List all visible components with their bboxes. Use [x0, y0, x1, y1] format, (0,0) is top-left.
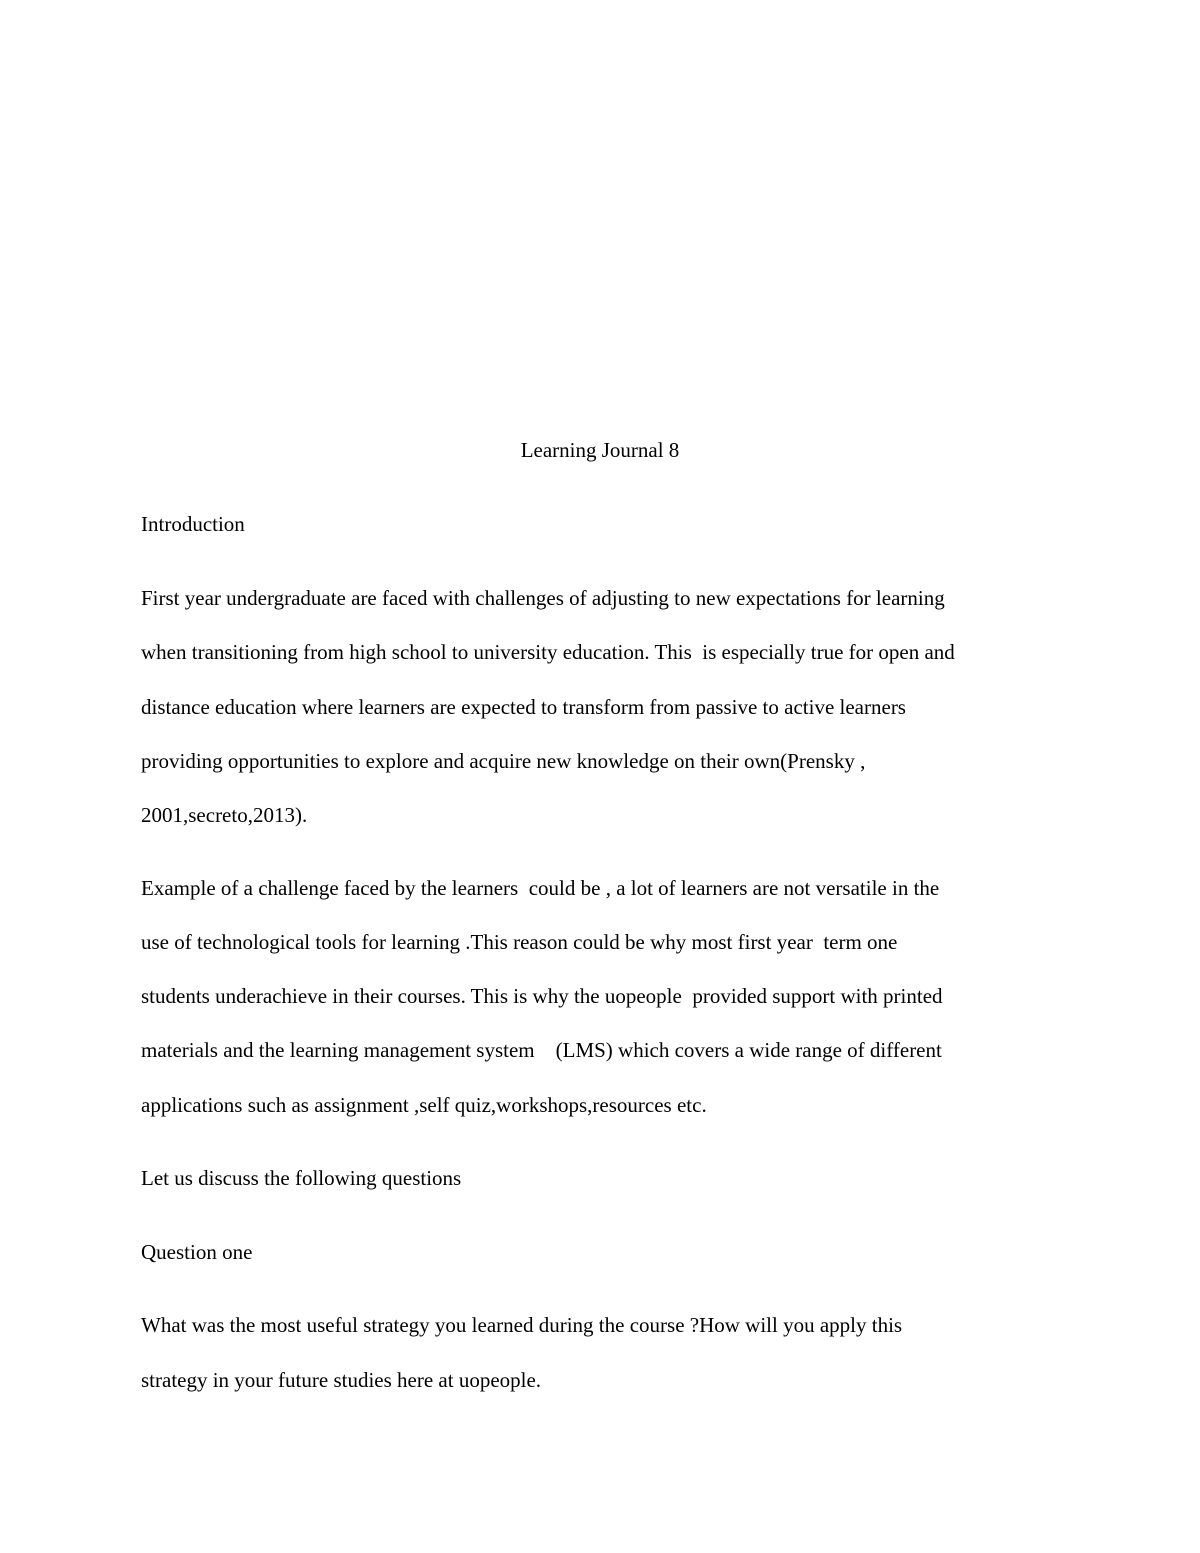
paragraph-line: strategy in your future studies here at uopeople.: [141, 1368, 542, 1392]
discussion-intro: Let us discuss the following questions: [141, 1166, 462, 1190]
question-heading: Question one: [141, 1240, 253, 1264]
paragraph-line: applications such as assignment ,self quiz,workshops,resources etc.: [141, 1093, 707, 1117]
paragraph-line: use of technological tools for learning .This reason could be why most first year term one: [141, 930, 898, 954]
paragraph-line: Example of a challenge faced by the learners could be , a lot of learners are not versatile in the: [141, 876, 940, 900]
paragraph-line: What was the most useful strategy you learned during the course ?How will you apply this: [141, 1313, 903, 1337]
paragraph-line: when transitioning from high school to university education. This is especially true for open and: [141, 640, 955, 664]
paragraph-line: First year undergraduate are faced with challenges of adjusting to new expectations for learning: [141, 586, 945, 610]
introduction-heading: Introduction: [141, 512, 245, 536]
paragraph-line: providing opportunities to explore and acquire new knowledge on their own(Prensky ,: [141, 749, 866, 773]
paragraph-line: distance education where learners are expected to transform from passive to active learners: [141, 695, 906, 719]
paragraph-line: students underachieve in their courses. This is why the uopeople provided support with printed: [141, 984, 943, 1008]
document-title: Learning Journal 8: [520, 438, 680, 462]
paragraph-line: materials and the learning management system (LMS) which covers a wide range of different: [141, 1038, 942, 1062]
paragraph-line: 2001,secreto,2013).: [141, 803, 308, 827]
